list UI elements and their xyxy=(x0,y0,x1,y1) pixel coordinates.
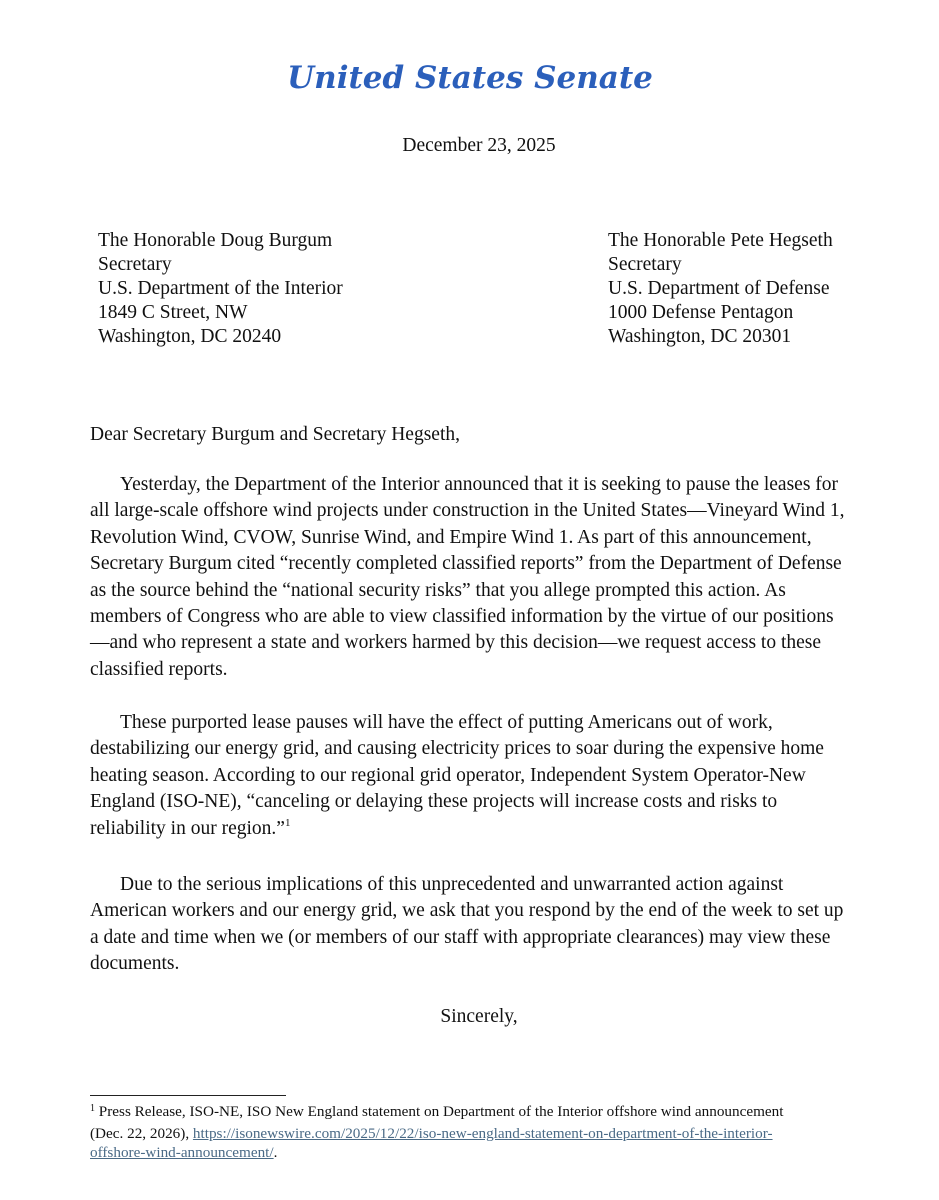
footnote-line xyxy=(90,1143,870,1163)
paragraph-line: as the source behind the “national security risks” that you allege prompted this action. As xyxy=(90,579,786,601)
recipient-name: The Honorable Pete Hegseth xyxy=(608,230,833,251)
paragraph-line: documents. xyxy=(90,953,180,975)
footnote-date: (Dec. 22, 2026), xyxy=(90,1124,193,1142)
paragraph-line: classified reports. xyxy=(90,658,228,680)
paragraph-line: Yesterday, the Department of the Interior announced that it is seeking to pause the leases for xyxy=(120,474,839,495)
recipient-name: The Honorable Doug Burgum xyxy=(98,230,333,251)
paragraph-line: Secretary Burgum cited “recently completed classified reports” from the Department of Defense xyxy=(90,553,842,575)
recipient-title: Secretary xyxy=(608,254,682,275)
recipient-address-interior xyxy=(98,229,343,349)
recipient-street: 1849 C Street, NW xyxy=(98,302,248,323)
letter-date: December 23, 2025 xyxy=(402,135,556,156)
paragraph-line: a date and time when we (or members of our staff with appropriate clearances) may view these xyxy=(90,926,831,948)
footnote-text: Press Release, ISO-NE, ISO New England statement on Department of the Interior offshore wind announcement xyxy=(98,1103,784,1120)
paragraph-line-text: reliability in our region.” xyxy=(90,817,285,839)
body-paragraph-3 xyxy=(90,872,870,978)
footnote-line xyxy=(90,1124,870,1144)
paragraph-line: —and who represent a state and workers harmed by this decision—we request access to these xyxy=(90,632,822,654)
paragraph-line: all large-scale offshore wind projects under construction in the United States—Vineyard Wind 1, xyxy=(90,500,845,522)
footnote-marker: 1 xyxy=(90,1103,95,1114)
paragraph-line: These purported lease pauses will have the effect of putting Americans out of work, xyxy=(120,712,773,733)
paragraph-line: American workers and our energy grid, we ask that you respond by the end of the week to set up xyxy=(90,900,844,922)
recipient-address-defense xyxy=(608,229,833,349)
closing: Sincerely, xyxy=(440,1006,518,1027)
paragraph-line: Due to the serious implications of this unprecedented and unwarranted action against xyxy=(120,874,784,895)
paragraph-line: Revolution Wind, CVOW, Sunrise Wind, and Empire Wind 1. As part of this announcement, xyxy=(90,526,812,548)
paragraph-line: heating season. According to our regional grid operator, Independent System Operator-New xyxy=(90,764,806,786)
letterhead-text: United States Senate xyxy=(287,60,653,96)
footnote-link-continuation[interactable]: offshore-wind-announcement/ xyxy=(90,1144,274,1161)
recipient-title: Secretary xyxy=(98,254,172,275)
footnote-line xyxy=(90,1102,870,1124)
recipient-street: 1000 Defense Pentagon xyxy=(608,302,794,323)
footnote-link[interactable]: https://isonewswire.com/2025/12/22/iso-new-england-statement-on-department-of-the-interior- xyxy=(192,1124,773,1142)
recipient-city: Washington, DC 20240 xyxy=(98,326,282,347)
paragraph-line xyxy=(90,816,870,844)
recipient-department: U.S. Department of Defense xyxy=(608,278,830,299)
footnote xyxy=(90,1102,870,1163)
paragraph-line: members of Congress who are able to view classified information by the virtue of our positions xyxy=(90,606,834,628)
recipient-department: U.S. Department of the Interior xyxy=(98,278,343,299)
recipient-city: Washington, DC 20301 xyxy=(608,326,792,347)
salutation: Dear Secretary Burgum and Secretary Hegseth, xyxy=(90,424,460,445)
footnote-period: . xyxy=(273,1144,278,1161)
body-paragraph-2 xyxy=(90,710,870,844)
letterhead-title xyxy=(0,44,939,114)
paragraph-line: destabilizing our energy grid, and causing electricity prices to soar during the expensive home xyxy=(90,738,824,760)
footnote-divider xyxy=(90,1095,286,1096)
paragraph-line: England (ISO-NE), “canceling or delaying these projects will increase costs and risks to xyxy=(90,791,778,813)
body-paragraph-1 xyxy=(90,472,870,683)
footnote-reference[interactable]: 1 xyxy=(284,816,291,829)
